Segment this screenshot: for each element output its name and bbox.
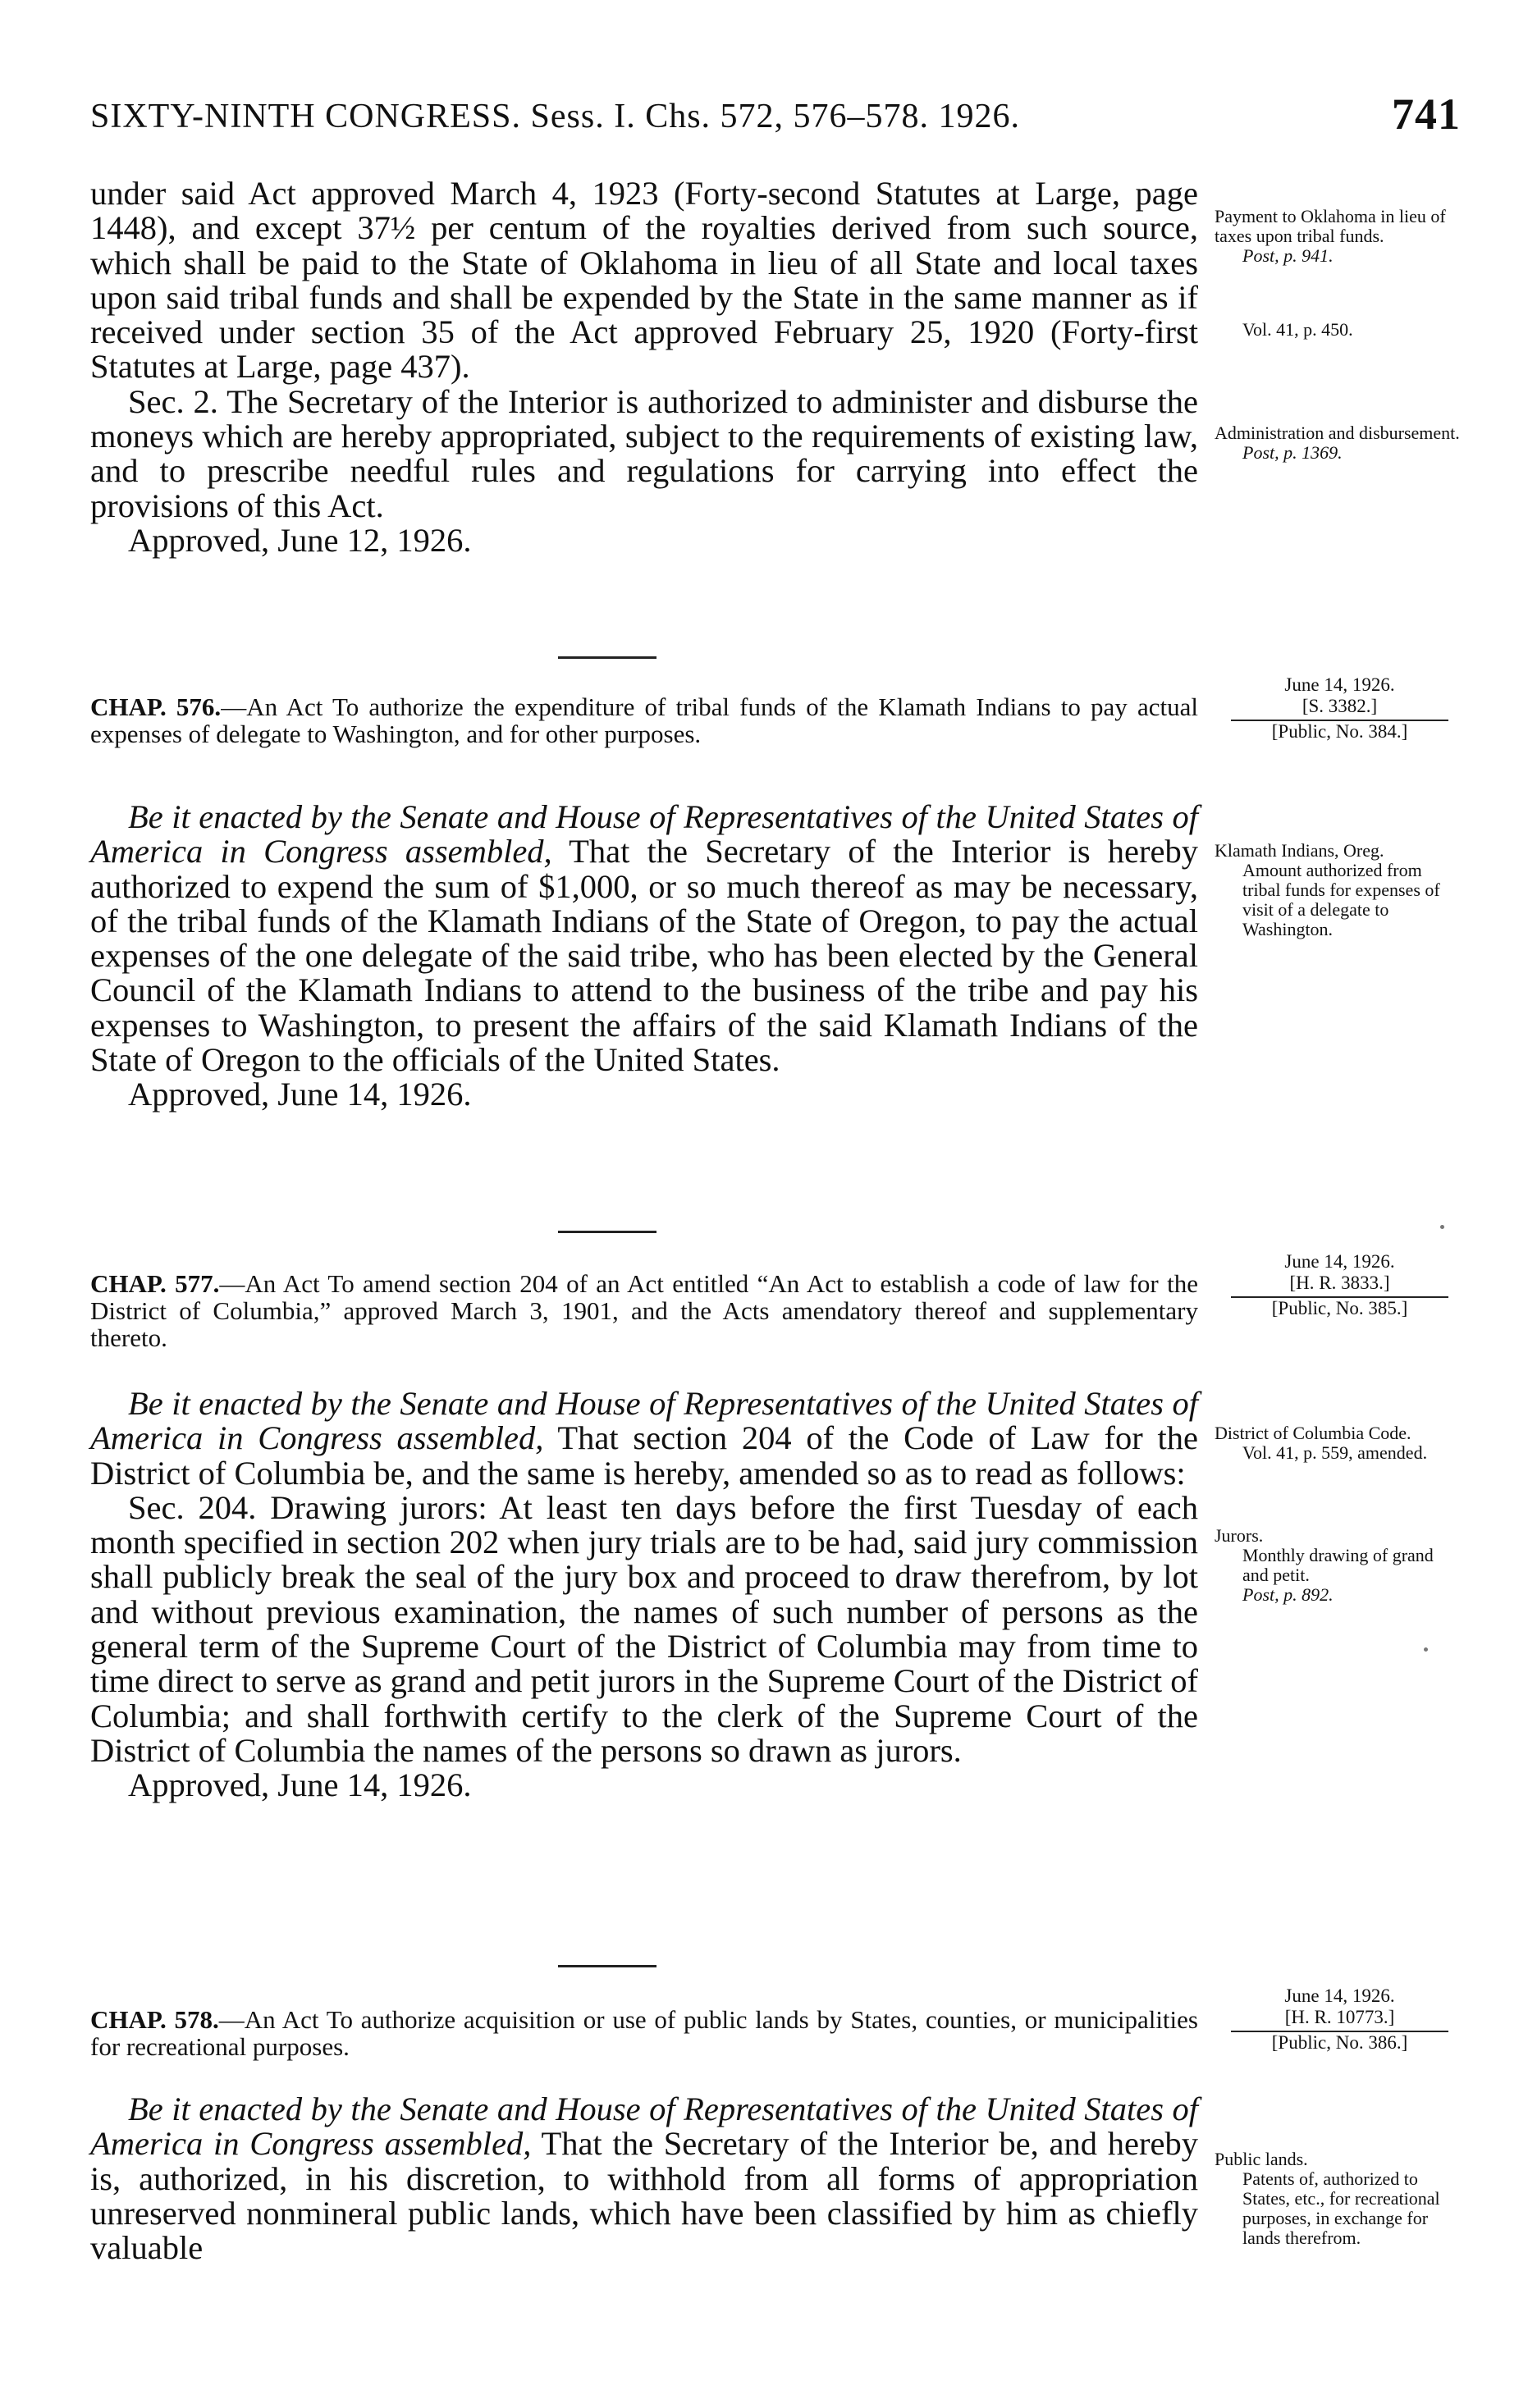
chapter-572-tail [90, 176, 1198, 558]
chapter-577-approved: Approved, June 14, 1926. [128, 1766, 472, 1804]
margin-note-klamath-amount: Amount authorized from tribal funds for expenses of visit of a delegate to Washington. [1242, 860, 1440, 939]
chapter-576-public: [Public, No. 384.] [1271, 721, 1408, 742]
scan-speck-1 [1440, 1225, 1444, 1229]
margin-note-klamath [1215, 841, 1461, 939]
margin-note-dc-code-text: District of Columbia Code. [1215, 1423, 1411, 1443]
chapter-577-date-block [1231, 1251, 1448, 1319]
chapter-578-title [90, 2006, 1198, 2060]
page-number: 741 [1392, 89, 1461, 139]
chapter-578-body [90, 2092, 1198, 2265]
chapter-577-enacting-clause [90, 1387, 1198, 1491]
chapter-572-sec-2: Sec. 2. The Secretary of the Interior is authorized to administer and disburse the moneys which are hereby appropriated, subject to the requirements of existing law, and to prescribe needful rules and regulations for carrying into effect the provisions of this Act. [90, 382, 1198, 524]
chapter-576-label: CHAP. 576. [90, 692, 222, 721]
margin-note-public-lands [1215, 2150, 1461, 2248]
chapter-577-date: June 14, 1926. [1284, 1251, 1395, 1272]
chapter-576-body [90, 800, 1198, 1113]
chapter-578-enacting-clause [90, 2092, 1198, 2265]
margin-note-payment-post: Post, p. 941. [1242, 245, 1334, 266]
chapter-577-public: [Public, No. 385.] [1271, 1298, 1408, 1318]
chapter-576-approved: Approved, June 14, 1926. [128, 1076, 472, 1113]
chapter-divider-1 [558, 656, 656, 659]
margin-note-jurors [1215, 1526, 1461, 1605]
chapter-divider-2 [558, 1231, 656, 1233]
chapter-576-enacting-clause [90, 800, 1198, 1077]
margin-note-vol-text: Vol. 41, p. 450. [1242, 319, 1353, 340]
chapter-572-para-1: under said Act approved March 4, 1923 (Forty-second Statutes at Large, page 1448), and except 37½ per centum of the royalties derived from such source, which shall be paid to the State of Oklahoma in lieu of all State and local taxes upon said tribal funds and shall be expended by the State in the same manner as if received under section 35 of the Act approved February 25, 1920 (Forty-first Statutes at Large, page 437). [90, 175, 1198, 386]
margin-note-payment-text: Payment to Oklahoma in lieu of taxes upon tribal funds. [1215, 206, 1446, 246]
chapter-577-bill: [H. R. 3833.] [1231, 1273, 1448, 1298]
chapter-578-enacting: Be it enacted by the Senate and House of Representatives of the United States of America in Congress assembled, [90, 2090, 1198, 2163]
margin-note-jurors-post: Post, p. 892. [1242, 1584, 1334, 1605]
running-head [90, 89, 1461, 146]
margin-note-jurors-monthly: Monthly drawing of grand and petit. [1242, 1545, 1434, 1585]
chapter-576-body-text: That the Secretary of the Interior is hereby authorized to expend the sum of $1,000, or so much thereof as may be necessary, of the tribal funds of the Klamath Indians of the State of Oregon, to pay the actual expenses of the one delegate of the said tribe, who has been elected by the General Council of the Klamath Indians to attend to the business of the tribe and pay his expenses to Washington, to present the affairs of the said Klamath Indians of the State of Oregon to the officials of the United States. [90, 833, 1198, 1079]
chapter-578-date-block [1231, 1985, 1448, 2054]
chapter-577-title [90, 1270, 1198, 1351]
chapter-577-enacting: Be it enacted by the Senate and House of Representatives of the United States of America in Congress assembled, [90, 1385, 1198, 1457]
margin-note-administration-post: Post, p. 1369. [1242, 442, 1343, 463]
margin-note-administration [1215, 423, 1461, 463]
chapter-578-body-text: That the Secretary of the Interior be, and hereby is, authorized, in his discretion, to withhold from all forms of appropriation unreserved nonmineral public lands, which have been classified by him as chiefly valuable [90, 2125, 1198, 2267]
chapter-576-enacting: Be it enacted by the Senate and House of Representatives of the United States of America in Congress assembled, [90, 798, 1198, 870]
chapter-577-sec-204: Sec. 204. Drawing jurors: At least ten days before the first Tuesday of each month specified in section 202 when jury trials are to be had, said jury commission shall publicly break the seal of the jury box and proceed to draw therefrom, by lot and without previous examination, the names of such number of persons as the general term of the Supreme Court of the District of Columbia may from time to time direct to serve as grand and petit jurors in the Supreme Court of the District of Columbia; and shall forthwith certify to the clerk of the Supreme Court of the District of Columbia the names of the persons so drawn as jurors. [90, 1488, 1198, 1769]
scan-speck-2 [1424, 1647, 1428, 1652]
margin-note-administration-text: Administration and disbursement. [1215, 423, 1460, 443]
margin-note-dc-code [1215, 1423, 1461, 1463]
chapter-578-title-text: —An Act To authorize acquisition or use of public lands by States, counties, or municipalities for recreational purposes. [90, 2005, 1198, 2061]
margin-note-jurors-text: Jurors. [1215, 1525, 1264, 1546]
chapter-572-approved: Approved, June 12, 1926. [128, 521, 472, 559]
chapter-577-body [90, 1387, 1198, 1803]
margin-note-payment [1215, 207, 1461, 266]
margin-note-klamath-text: Klamath Indians, Oreg. [1215, 840, 1384, 861]
margin-note-public-lands-text: Public lands. [1215, 2149, 1308, 2169]
chapter-577-label: CHAP. 577. [90, 1269, 220, 1298]
margin-note-vol [1215, 320, 1461, 340]
chapter-576-bill: [S. 3382.] [1231, 696, 1448, 721]
chapter-576-date-block [1231, 674, 1448, 743]
chapter-576-title [90, 693, 1198, 747]
chapter-576-title-text: —An Act To authorize the expenditure of tribal funds of the Klamath Indians to pay actual expenses of delegate to Washington, and for other purposes. [90, 692, 1198, 748]
chapter-578-date: June 14, 1926. [1284, 1985, 1395, 2006]
chapter-576-date: June 14, 1926. [1284, 674, 1395, 695]
chapter-577-title-text: —An Act To amend section 204 of an Act entitled “An Act to establish a code of law for the District of Columbia,” approved March 3, 1901, and the Acts amendatory thereof and supplementary thereto. [90, 1269, 1198, 1352]
running-head-title: SIXTY-NINTH CONGRESS. Sess. I. Chs. 572, 576–578. 1926. [90, 98, 1021, 135]
margin-note-public-lands-patents: Patents of, authorized to States, etc., for recreational purposes, in exchange for lands therefrom. [1242, 2168, 1440, 2248]
chapter-578-label: CHAP. 578. [90, 2005, 219, 2034]
chapter-578-bill: [H. R. 10773.] [1231, 2007, 1448, 2032]
margin-note-dc-vol: Vol. 41, p. 559, amended. [1242, 1442, 1428, 1463]
chapter-578-public: [Public, No. 386.] [1271, 2032, 1408, 2053]
chapter-divider-3 [558, 1965, 656, 1967]
chapter-577-body-text: That section 204 of the Code of Law for the District of Columbia be, and the same is hereby, amended so as to read as follows: [90, 1419, 1199, 1492]
